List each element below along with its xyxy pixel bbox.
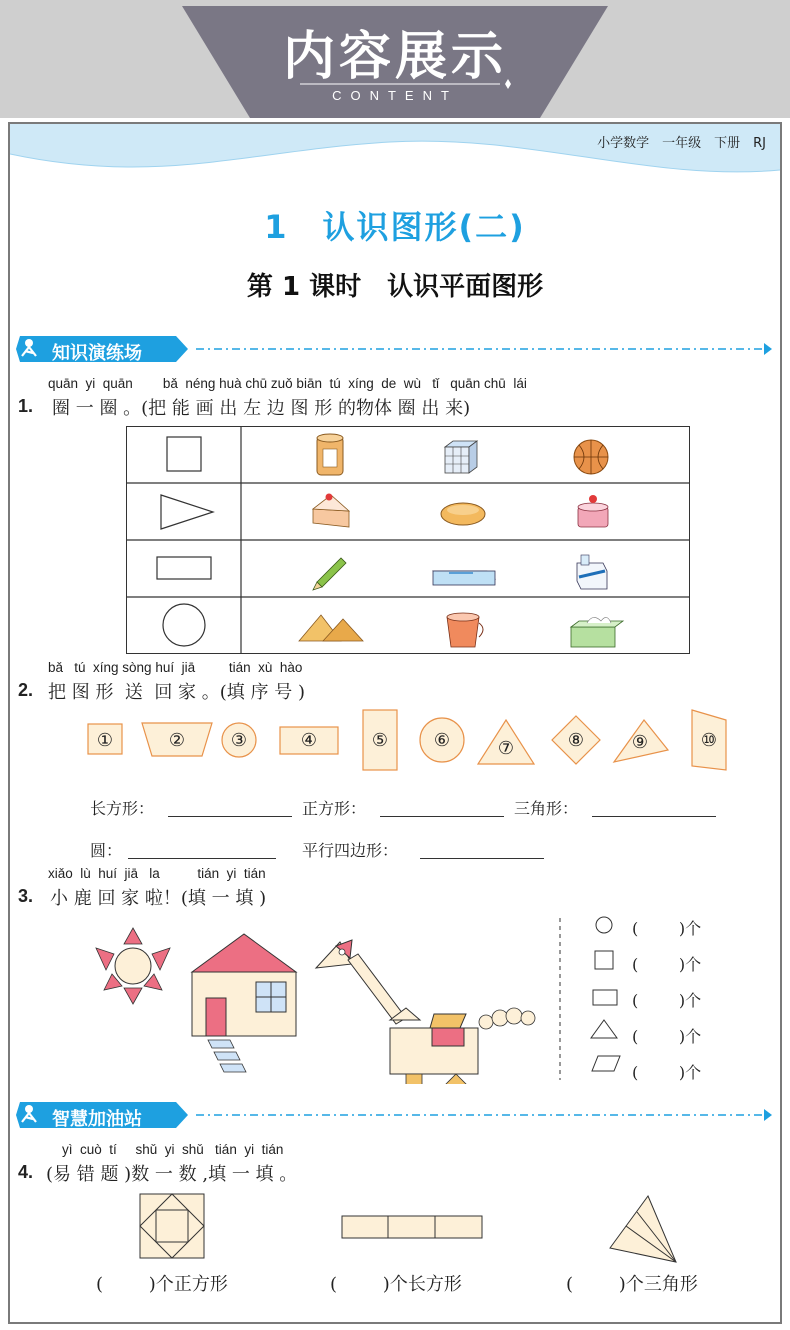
milk-carton-icon <box>577 555 607 589</box>
shape-7-label: ⑦ <box>497 738 515 759</box>
rectangle-shape <box>157 557 211 579</box>
worksheet-card <box>8 122 782 1324</box>
shape-3-label: ③ <box>230 730 248 751</box>
q4-pinyin: yì cuò tí shǔ yi shǔ tián yi tián <box>62 1142 284 1157</box>
input-parallelogram[interactable] <box>420 858 544 859</box>
shape-8-label: ⑧ <box>567 730 585 751</box>
basketball-icon <box>574 440 608 474</box>
tissue-box-icon <box>571 617 623 647</box>
shape-1-label: ① <box>96 730 114 751</box>
bread-icon <box>441 503 485 525</box>
q3-answer-triangle[interactable]: ( )个 <box>632 1027 702 1046</box>
input-rectangle[interactable] <box>168 816 292 817</box>
shuttlecock-tube-icon <box>317 434 343 475</box>
pyramids-icon <box>299 615 363 641</box>
label-circle: 圆： <box>90 841 123 860</box>
q3-text: 小 鹿 回 家 啦！(填 一 填 ) <box>50 888 267 909</box>
legend-rectangle-icon <box>593 990 617 1005</box>
shape-6-label: ⑥ <box>433 730 451 751</box>
label-parallelogram: 平行四边形： <box>302 841 399 860</box>
q3-answer-square[interactable]: ( )个 <box>632 955 702 974</box>
q2-text: 把 图 形 送 回 家 。(填 序 号 ) <box>48 682 305 703</box>
q4-figures <box>130 1190 710 1272</box>
q1-table-grid <box>127 427 689 653</box>
q3-answer-parallelogram[interactable]: ( )个 <box>632 1063 702 1082</box>
legend-circle-icon <box>596 917 612 933</box>
q4-number: 4. <box>18 1162 34 1182</box>
triangle-shape <box>161 495 213 529</box>
q4-answer-triangles[interactable]: ( )个三角形 <box>566 1274 698 1295</box>
label-rectangle: 长方形： <box>90 799 155 818</box>
q4-answer-squares[interactable]: ( )个正方形 <box>96 1274 228 1295</box>
q2-shape-row <box>80 708 740 778</box>
q1-table <box>126 426 690 654</box>
cake-slice-icon <box>313 494 349 528</box>
square-shape <box>167 437 201 471</box>
shape-5-label: ⑤ <box>371 730 389 751</box>
bucket-icon <box>447 613 483 647</box>
legend-triangle-icon <box>591 1020 617 1038</box>
input-square[interactable] <box>380 816 504 817</box>
split-rectangle-figure <box>342 1216 482 1238</box>
q1-text: 圈 一 圈 。(把 能 画 出 左 边 图 形 的物体 圈 出 来) <box>52 398 471 419</box>
label-triangle: 三角形： <box>514 799 579 818</box>
pencil-icon <box>313 558 346 590</box>
label-square: 正方形： <box>302 799 367 818</box>
mini-cake-icon <box>578 495 608 527</box>
q3-legend-shapes <box>590 914 630 1084</box>
shape-2-label: ② <box>168 730 186 751</box>
section-wisdom-header <box>16 1102 776 1128</box>
q3-answer-circle[interactable]: ( )个 <box>632 919 702 938</box>
shape-4-label: ④ <box>300 730 318 751</box>
q4-text: (易 错 题 )数 一 数 ,填 一 填 。 <box>46 1164 298 1185</box>
q2-pinyin: bǎ tú xíng sòng huí jiā tián xù hào <box>48 660 303 675</box>
q4-answer-rectangles[interactable]: ( )个长方形 <box>330 1274 462 1295</box>
banner-subtitle: CONTENT <box>332 88 458 103</box>
header-banner <box>0 0 790 118</box>
house-icon <box>192 934 296 1072</box>
q3-number: 3. <box>18 886 34 906</box>
input-circle[interactable] <box>128 858 276 859</box>
unit-title: 1 认识图形(二) <box>264 208 526 246</box>
tissue-box-flat-icon <box>433 571 495 585</box>
section-practice-header <box>16 336 776 362</box>
input-triangle[interactable] <box>592 816 716 817</box>
circle-shape <box>163 604 205 646</box>
shape-10-label: ⑩ <box>700 730 718 751</box>
banner-title: 内容展示 <box>282 27 507 87</box>
rubiks-cube-icon <box>445 441 477 473</box>
q3-answer-rectangle[interactable]: ( )个 <box>632 991 702 1010</box>
section-practice-label: 知识演练场 <box>52 343 142 364</box>
q3-picture <box>90 924 550 1084</box>
sun-icon <box>96 928 170 1004</box>
fan-triangle-figure <box>610 1196 676 1262</box>
legend-square-icon <box>595 951 613 969</box>
q2-number: 2. <box>18 680 34 700</box>
deer-icon <box>316 940 535 1084</box>
book-meta: 小学数学 一年级 下册 RJ <box>597 136 766 151</box>
shape-9-label: ⑨ <box>631 732 649 753</box>
nested-squares-figure <box>140 1194 204 1258</box>
q1-pinyin: quān yi quān bǎ néng huà chū zuǒ biān tú xíng de wù tǐ quān chū lái <box>48 376 527 391</box>
legend-parallelogram-icon <box>592 1056 620 1071</box>
q3-pinyin: xiǎo lù huí jiā la tián yi tián <box>48 866 266 881</box>
section-wisdom-label: 智慧加油站 <box>52 1109 142 1130</box>
lesson-title: 第 1 课时 认识平面图形 <box>246 272 544 302</box>
q1-number: 1. <box>18 396 34 416</box>
q3-divider <box>558 914 588 1084</box>
